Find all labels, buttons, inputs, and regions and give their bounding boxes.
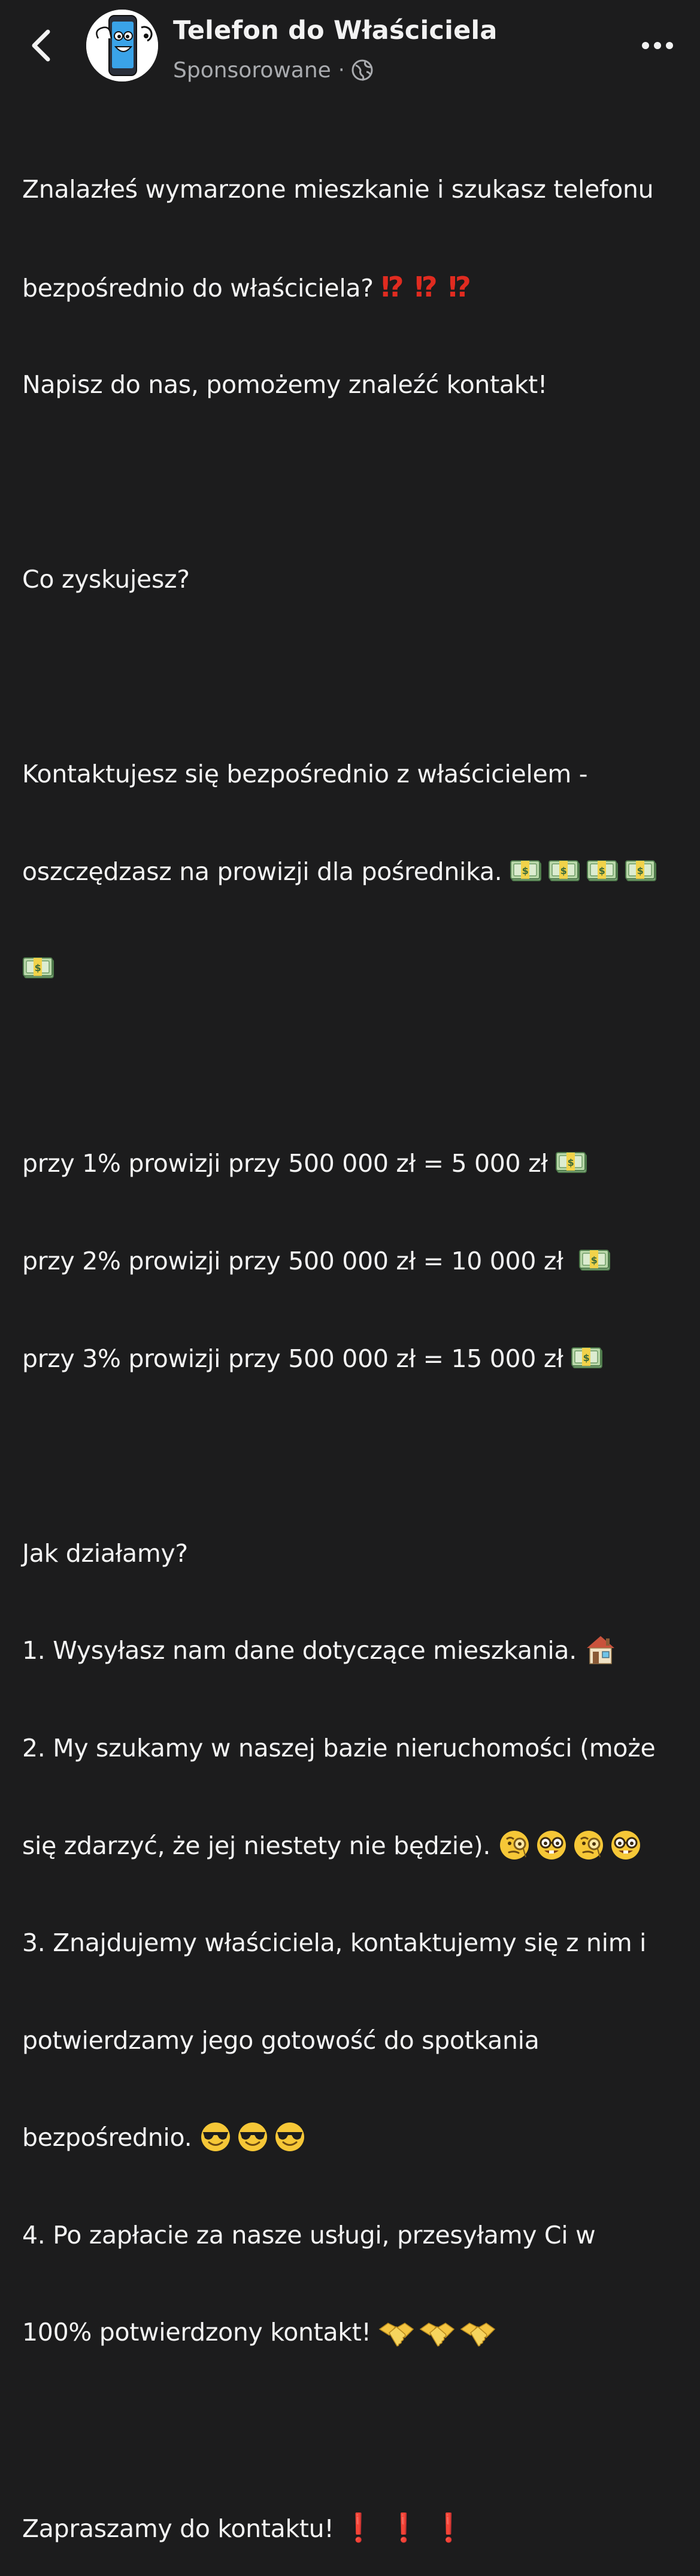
post-line <box>22 1440 687 1472</box>
face-with-monocle-icon <box>498 1829 531 1861</box>
globe-icon <box>351 59 374 81</box>
exclamation-icon: ❗ <box>386 2511 420 2544</box>
post-line: Napisz do nas, pomożemy znaleźć kontakt! <box>22 370 548 399</box>
svg-text:$: $ <box>522 864 529 876</box>
post-line: przy 1% prowizji przy 500 000 zł = 5 000 zł $ <box>22 1147 687 1180</box>
face-with-monocle-icon <box>572 1829 605 1861</box>
post-line: oszczędzasz na prowizji dla pośrednika. $ $ $ $ <box>22 855 687 888</box>
money-bill-icon <box>625 859 658 883</box>
svg-text:$: $ <box>590 1254 598 1266</box>
post-line <box>22 1050 687 1083</box>
phone-mascot-icon <box>86 10 158 81</box>
exclamation-question-icon: ⁉ <box>381 271 403 303</box>
chevron-left-icon <box>25 24 61 66</box>
exclamation-question-icon: ⁉ <box>448 271 470 303</box>
svg-text:$: $ <box>598 864 605 876</box>
post-line: przy 2% prowizji przy 500 000 zł = 10 000 zł $ <box>22 1245 687 1277</box>
money-bill-icon <box>571 1346 604 1370</box>
avatar[interactable] <box>86 10 158 81</box>
post-meta <box>173 55 374 85</box>
money-bill-icon <box>510 859 543 883</box>
money-bill-icon <box>586 859 620 883</box>
post-line: przy 3% prowizji przy 500 000 zł = 15 000 zł $ <box>22 1343 687 1375</box>
svg-text:$: $ <box>560 864 567 876</box>
money-bill-icon <box>555 1151 589 1175</box>
svg-text:$: $ <box>567 1157 574 1169</box>
post-line: 4. Po zapłacie za nasze usługi, przesyłamy Ci w <box>22 2220 596 2250</box>
exclamation-question-icon: ⁉ <box>414 271 437 303</box>
sponsored-label[interactable]: Sponsorowane <box>173 58 331 83</box>
sunglasses-face-icon <box>237 2121 269 2153</box>
post-line: Co zyskujesz? <box>22 564 190 594</box>
handshake-icon <box>419 2318 455 2345</box>
exclamation-icon: ❗ <box>341 2511 375 2544</box>
post-line: 3. Znajdujemy właściciela, kontaktujemy się z nim i <box>22 1928 647 1958</box>
money-bill-icon <box>548 859 581 883</box>
post-line <box>22 465 687 498</box>
handshake-icon <box>378 2318 414 2345</box>
handshake-icon <box>460 2318 496 2345</box>
post-line: 1. Wysyłasz nam dane dotyczące mieszkania. <box>22 1634 687 1667</box>
house-icon <box>584 1634 617 1666</box>
post-line: bezpośrednio. <box>22 2121 687 2154</box>
page-name[interactable]: Telefon do Właściciela <box>173 16 498 46</box>
post-line: Znalazłeś wymarzone mieszkanie i szukasz telefonu <box>22 175 654 204</box>
more-options-icon <box>638 34 677 58</box>
post-line: Jak działamy? <box>22 1538 188 1568</box>
post-body <box>22 108 687 2576</box>
svg-text:$: $ <box>583 1352 590 1363</box>
post-line: 100% potwierdzony kontakt! <box>22 2316 687 2348</box>
svg-text:$: $ <box>34 962 41 974</box>
post-line: bezpośrednio do właściciela? ⁉ ⁉ ⁉ <box>22 271 470 303</box>
meta-separator: · <box>338 58 345 82</box>
post-header <box>0 0 700 90</box>
money-bill-icon <box>22 956 56 980</box>
money-bill-icon <box>578 1248 612 1272</box>
back-button[interactable] <box>25 24 61 66</box>
svg-text:$: $ <box>637 864 644 876</box>
post-line: 2. My szukamy w naszej bazie nieruchomości (może <box>22 1733 656 1762</box>
post-line <box>22 660 687 693</box>
post-line: Kontaktujesz się bezpośrednio z właścicielem - <box>22 759 588 788</box>
sunglasses-face-icon <box>274 2121 306 2153</box>
nerd-face-icon <box>535 1829 568 1861</box>
post-line <box>22 953 687 985</box>
post-line: się zdarzyć, że jej niestety nie będzie). <box>22 1830 687 1862</box>
post-line: potwierdzamy jego gotowość do spotkania <box>22 2025 540 2055</box>
sunglasses-face-icon <box>199 2121 232 2153</box>
nerd-face-icon <box>610 1829 642 1861</box>
exclamation-icon: ❗ <box>431 2511 465 2544</box>
post-line <box>22 2414 687 2446</box>
more-options-button[interactable] <box>638 34 677 58</box>
post-line: Zapraszamy do kontaktu! ❗ ❗ ❗ <box>22 2511 465 2544</box>
